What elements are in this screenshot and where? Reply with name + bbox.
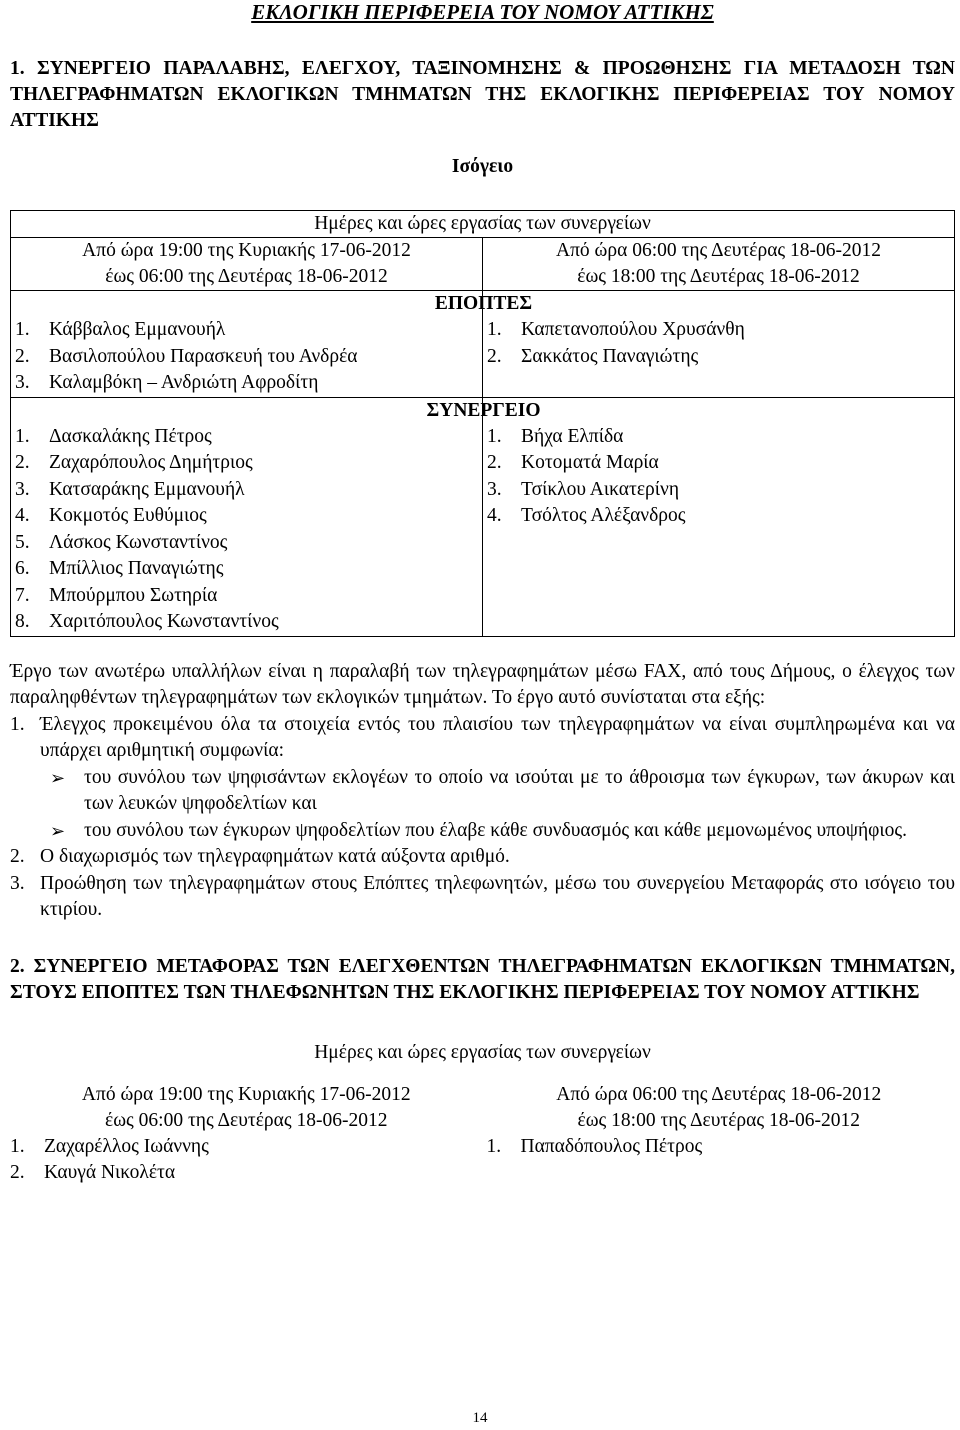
- person-name: Κοτοματά Μαρία: [521, 452, 659, 473]
- shift-right-column: [483, 1082, 956, 1187]
- list-item: 1. Καπετανοπούλου Χρυσάνθη: [487, 317, 950, 344]
- shift-left-end: έως 06:00 της Δευτέρας 18-06-2012: [105, 266, 388, 287]
- supervisors-label: ΕΠΟΠΤΕΣ: [434, 293, 533, 314]
- list-item: 1. Παπαδόπουλος Πέτρος: [487, 1134, 956, 1161]
- document-page: [10, 0, 955, 1187]
- list-item: 1. Δασκαλάκης Πέτρος: [15, 424, 478, 451]
- crew-left-cell: [11, 397, 541, 636]
- person-name: Μπίλλιος Παναγιώτης: [49, 558, 224, 579]
- section-1-heading: 1. ΣΥΝΕΡΓΕΙΟ ΠΑΡΑΛΑΒΗΣ, ΕΛΕΓΧΟΥ, ΤΑΞΙΝΟΜΗΣΗΣ & ΠΡΟΩΘΗΣΗΣ ΓΙΑ ΜΕΤΑΔΟΣΗ ΤΩΝ ΤΗΛΕΓΡΑΦΗΜΑΤΩΝ ΕΚΛΟΓΙΚΩΝ ΤΜΗΜΑΤΩΝ ΤΗΣ ΕΚΛΟΓΙΚΗΣ ΠΕΡΙΦΕΡΕΙΑΣ ΤΟΥ ΝΟΜΟΥ ΑΤΤΙΚΗΣ: [10, 58, 955, 131]
- person-name: Παπαδόπουλος Πέτρος: [520, 1135, 703, 1157]
- list-item: 6. Μπίλλιος Παναγιώτης: [15, 556, 478, 583]
- page-number: 14: [472, 1410, 488, 1426]
- shift-left-column: [10, 1082, 483, 1187]
- duty-item-3: 3. Προώθηση των τηλεγραφημάτων στους Επόπτες τηλεφωνητών, μέσω του συνεργείου Μεταφοράς στο ισόγειο του κτιρίου.: [10, 872, 955, 920]
- person-name: Δασκαλάκης Πέτρος: [49, 425, 212, 447]
- person-name: Ζαχαρέλλος Ιωάννης: [44, 1135, 209, 1157]
- person-name: Βασιλοπούλου Παρασκευή του Ανδρέα: [49, 345, 358, 367]
- shift-left-end: έως 06:00 της Δευτέρας 18-06-2012: [105, 1109, 388, 1131]
- person-name: Κάββαλος Εμμανουήλ: [49, 319, 226, 340]
- list-item: 2. Καυγά Νικολέτα: [10, 1160, 483, 1187]
- crew-label: ΣΥΝΕΡΓΕΙΟ: [426, 399, 541, 421]
- work-hours-header: Ημέρες και ώρες εργασίας των συνεργείων: [11, 211, 955, 238]
- arrow-bullet-icon: ➢: [50, 820, 66, 841]
- person-name: Λάσκος Κωνσταντίνος: [49, 531, 228, 553]
- list-item: 4. Κοκμοτός Ευθύμιος: [15, 503, 478, 530]
- duties-intro: Έργο των ανωτέρω υπαλλήλων είναι η παραλαβή των τηλεγραφημάτων μέσω FAX, από τους Δήμους, ο έλεγχος των παραληφθέντων τηλεγραφημάτων των εκλογικών τμημάτων. Το έργο αυτό συνίσταται στα εξής:: [10, 660, 955, 708]
- person-name: Ζαχαρόπουλος Δημήτριος: [49, 452, 253, 473]
- list-item: 7. Μπούρμπου Σωτηρία: [15, 583, 478, 610]
- shift-right-start: Από ώρα 06:00 της Δευτέρας 18-06-2012: [556, 240, 881, 261]
- list-item: 2. Ζαχαρόπουλος Δημήτριος: [15, 450, 478, 477]
- shift-right-start: Από ώρα 06:00 της Δευτέρας 18-06-2012: [556, 1083, 882, 1105]
- person-name: Χαριτόπουλος Κωνσταντίνος: [49, 611, 279, 632]
- list-item: 8. Χαριτόπουλος Κωνσταντίνος: [15, 609, 478, 636]
- duty-item-1: 1. Έλεγχος προκειμένου όλα τα στοιχεία εντός του πλαισίου των τηλεγραφημάτων να είναι συμπληρωμένα και να υπάρχει αριθμητική συμφωνία:: [10, 713, 955, 761]
- crew-right-cell: [483, 397, 955, 636]
- section-2-shifts: [10, 1082, 955, 1187]
- crew-right-list: [487, 424, 950, 530]
- person-name: Βήχα Ελπίδα: [521, 425, 624, 447]
- person-name: Σακκάτος Παναγιώτης: [521, 345, 699, 367]
- supervisors-left-cell: [11, 291, 533, 398]
- list-item: 3. Κατσαράκης Εμμανουήλ: [15, 477, 478, 504]
- shift-right-end: έως 18:00 της Δευτέρας 18-06-2012: [577, 1109, 860, 1131]
- list-item: 1. Ζαχαρέλλος Ιωάννης: [10, 1134, 483, 1161]
- shift-left-start: Από ώρα 19:00 της Κυριακής 17-06-2012: [82, 240, 411, 261]
- shift-left-start: Από ώρα 19:00 της Κυριακής 17-06-2012: [81, 1083, 411, 1105]
- duty-item-2: 2. Ο διαχωρισμός των τηλεγραφημάτων κατά αύξοντα αριθμό.: [10, 846, 510, 867]
- floor-label: Ισόγειο: [451, 156, 514, 177]
- work-hours-header-2: Ημέρες και ώρες εργασίας των συνεργείων: [314, 1041, 651, 1063]
- list-item: 3. Τσίκλου Αικατερίνη: [487, 477, 950, 504]
- person-name: Καπετανοπούλου Χρυσάνθη: [521, 319, 745, 340]
- list-item: 2. Βασιλοπούλου Παρασκευή του Ανδρέα: [15, 344, 478, 371]
- list-item: 3. Καλαμβόκη – Ανδριώτη Αφροδίτη: [15, 370, 478, 397]
- person-name: Τσόλτος Αλέξανδρος: [521, 505, 686, 526]
- section-2-right-list: [483, 1134, 956, 1161]
- list-item: 1. Βήχα Ελπίδα: [487, 424, 950, 451]
- shift-left-cell: [11, 238, 483, 291]
- shift-right-cell: [483, 238, 955, 291]
- supervisors-left-list: [15, 317, 478, 397]
- person-name: Κατσαράκης Εμμανουήλ: [49, 478, 245, 500]
- crew-left-list: [15, 424, 478, 636]
- supervisors-right-list: [487, 317, 950, 370]
- list-item: 5. Λάσκος Κωνσταντίνος: [15, 530, 478, 557]
- list-item: 2. Κοτοματά Μαρία: [487, 450, 950, 477]
- document-title: ΕΚΛΟΓΙΚΗ ΠΕΡΙΦΕΡΕΙΑ ΤΟΥ ΝΟΜΟΥ ΑΤΤΙΚΗΣ: [251, 0, 714, 24]
- duty-bullet-2: ➢ του συνόλου των έγκυρων ψηφοδελτίων που έλαβε κάθε συνδυασμός και κάθε μεμονωμένος υποψήφιος.: [10, 818, 955, 845]
- list-item: 4. Τσόλτος Αλέξανδρος: [487, 503, 950, 530]
- duty-bullet-1: ➢ του συνόλου των ψηφισάντων εκλογέων το οποίο να ισούται με το άθροισμα των έγκυρων, των άκυρων και των λευκών ψηφοδελτίων και: [10, 765, 955, 818]
- section-2-heading: 2. ΣΥΝΕΡΓΕΙΟ ΜΕΤΑΦΟΡΑΣ ΤΩΝ ΕΛΕΓΧΘΕΝΤΩΝ ΤΗΛΕΓΡΑΦΗΜΑΤΩΝ ΕΚΛΟΓΙΚΩΝ ΤΜΗΜΑΤΩΝ, ΣΤΟΥΣ ΕΠΟΠΤΕΣ ΤΩΝ ΤΗΛΕΦΩΝΗΤΩΝ ΤΗΣ ΕΚΛΟΓΙΚΗΣ ΠΕΡΙΦΕΡΕΙΑΣ ΤΟΥ ΝΟΜΟΥ ΑΤΤΙΚΗΣ: [10, 955, 955, 1003]
- person-name: Τσίκλου Αικατερίνη: [521, 478, 680, 500]
- list-item: 1. Κάββαλος Εμμανουήλ: [15, 317, 478, 344]
- shift-right-end: έως 18:00 της Δευτέρας 18-06-2012: [577, 266, 860, 287]
- section-2-left-list: [10, 1134, 483, 1187]
- person-name: Μπούρμπου Σωτηρία: [49, 584, 218, 606]
- person-name: Καυγά Νικολέτα: [44, 1162, 176, 1183]
- list-item: 2. Σακκάτος Παναγιώτης: [487, 344, 950, 371]
- arrow-bullet-icon: ➢: [50, 767, 66, 788]
- schedule-table: [10, 210, 955, 637]
- person-name: Κοκμοτός Ευθύμιος: [49, 505, 207, 526]
- person-name: Καλαμβόκη – Ανδριώτη Αφροδίτη: [49, 372, 319, 393]
